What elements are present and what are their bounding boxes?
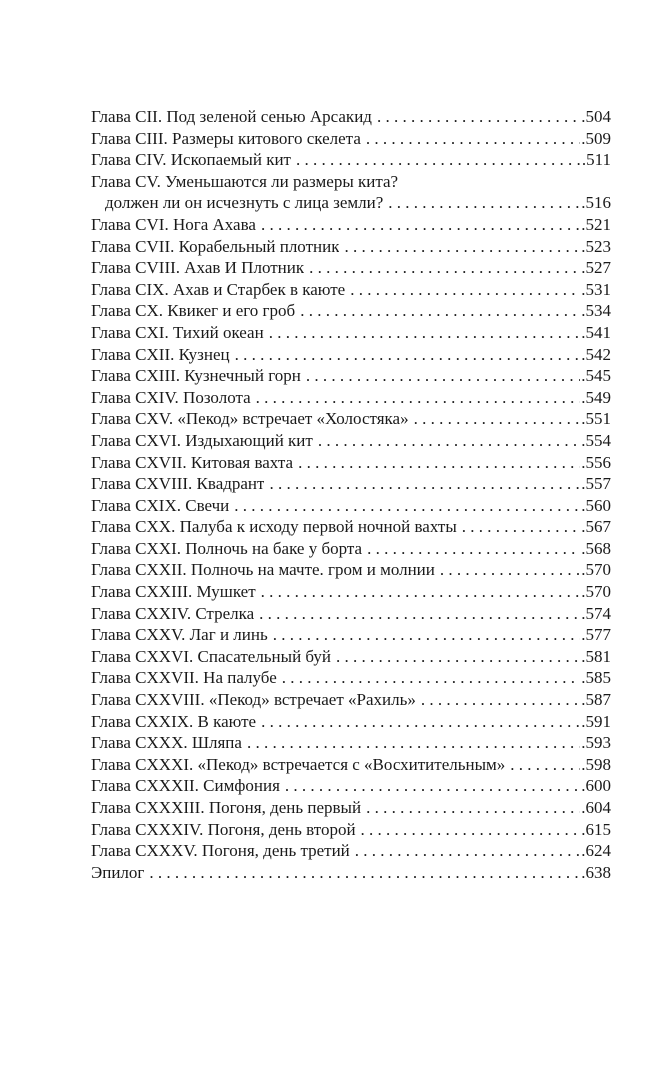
toc-entry-page-number: .574: [581, 603, 611, 623]
toc-entry: [91, 387, 611, 409]
toc-entry: [91, 559, 611, 581]
toc-dot-leader: [234, 495, 580, 517]
toc-entry: [91, 732, 611, 754]
toc-dot-leader: [367, 538, 580, 560]
toc-entry: [91, 667, 611, 689]
toc-entry: [91, 775, 611, 797]
toc-entry: [91, 279, 611, 301]
toc-entry-title: Глава CIII. Размеры китового скелета: [91, 128, 361, 148]
toc-entry: [91, 473, 611, 495]
toc-entry: [91, 430, 611, 452]
toc-dot-leader: [300, 300, 580, 322]
toc-entry-title: Глава CXXII. Полночь на мачте. гром и молнии: [91, 560, 435, 580]
toc-entry: [91, 840, 611, 862]
toc-entry-title: Глава CV. Уменьшаются ли размеры кита?: [91, 171, 399, 191]
toc-entry-page-number: .504: [581, 107, 611, 126]
toc-entry-page-number: .581: [581, 646, 611, 666]
toc-entry-title: Глава CXII. Кузнец: [91, 344, 230, 364]
toc-entry: [91, 797, 611, 819]
toc-entry-title: должен ли он исчезнуть с лица земли?: [105, 193, 384, 213]
toc-entry-page-number: .591: [581, 711, 611, 731]
toc-dot-leader: [462, 516, 580, 538]
toc-entry-page-number: .523: [581, 236, 611, 256]
toc-dot-leader: [269, 322, 581, 344]
toc-entry: [91, 300, 611, 322]
toc-entry-page-number: .560: [581, 495, 611, 515]
toc-entry-title: Глава CXXIII. Мушкет: [91, 582, 256, 602]
toc-entry-title: Эпилог: [91, 862, 145, 882]
toc-entry: [91, 257, 611, 279]
toc-entry-title: Глава CIX. Ахав и Старбек в каюте: [91, 279, 346, 299]
toc-entry: [91, 495, 611, 517]
toc-dot-leader: [414, 408, 581, 430]
toc-entry: [91, 171, 611, 193]
toc-entry-title: Глава CXXVIII. «Пекод» встречает «Рахиль»: [91, 690, 416, 710]
toc-entry: [91, 516, 611, 538]
toc-entry-page-number: .516: [581, 193, 611, 213]
toc-entry-title: Глава CXXXIII. Погоня, день первый: [91, 798, 362, 817]
toc-entry-title: Глава CXIII. Кузнечный горн: [91, 366, 301, 386]
toc-entry-page-number: .521: [581, 214, 611, 234]
toc-entry-page-number: .600: [581, 776, 611, 796]
toc-entry-page-number: .604: [581, 798, 611, 817]
toc-entry-page-number: .549: [581, 387, 611, 407]
toc-dot-leader: [296, 149, 581, 171]
toc-dot-leader: [377, 106, 580, 128]
toc-entry-page-number: .570: [581, 560, 611, 580]
toc-dot-leader: [298, 452, 580, 474]
toc-entry-title: Глава CXXVII. На палубе: [91, 668, 277, 688]
toc-entry: [91, 214, 611, 236]
toc-entry: [91, 646, 611, 668]
toc-entry-title: Глава CXVI. Издыхающий кит: [91, 430, 313, 450]
toc-dot-leader: [361, 819, 581, 841]
toc-entry: [91, 344, 611, 366]
toc-entry-page-number: .527: [581, 258, 611, 278]
toc-entry-page-number: .554: [581, 430, 611, 450]
toc-entry-title: Глава CXI. Тихий океан: [91, 322, 264, 342]
toc-entry-title: Глава CVIII. Ахав И Плотник: [91, 258, 305, 278]
toc-entry: [91, 149, 611, 171]
toc-dot-leader: [285, 775, 580, 797]
toc-dot-leader: [388, 192, 580, 214]
toc-entry: [91, 862, 611, 884]
toc-entry: [91, 408, 611, 430]
toc-entry-page-number: .624: [581, 841, 611, 861]
toc-entry-title: Глава CXXXII. Симфония: [91, 776, 280, 796]
toc-entry-title: Глава CIV. Ископаемый кит: [91, 150, 291, 170]
toc-entry-page-number: .511: [581, 150, 611, 170]
toc-entry-page-number: .557: [581, 474, 611, 494]
toc-dot-leader: [235, 344, 581, 366]
toc-entry: [91, 365, 611, 387]
table-of-contents: [91, 106, 611, 883]
toc-entry-page-number: .593: [581, 733, 611, 753]
toc-entry-page-number: .531: [581, 279, 611, 299]
toc-entry-page-number: .570: [581, 582, 611, 602]
toc-dot-leader: [336, 646, 580, 668]
toc-entry: [91, 128, 611, 150]
toc-entry-title: Глава CXXVI. Спасательный буй: [91, 646, 332, 666]
toc-entry: [91, 538, 611, 560]
toc-dot-leader: [350, 279, 580, 301]
toc-dot-leader: [261, 711, 580, 733]
toc-entry-title: Глава CXXXV. Погоня, день третий: [91, 841, 350, 861]
toc-entry-page-number: .556: [581, 452, 611, 472]
toc-entry-title: Глава CXIX. Свечи: [91, 495, 230, 515]
toc-entry-page-number: .638: [581, 862, 611, 882]
toc-dot-leader: [261, 214, 580, 236]
toc-dot-leader: [259, 603, 580, 625]
toc-entry: [91, 192, 611, 214]
toc-entry-page-number: .567: [581, 517, 611, 537]
toc-entry: [91, 322, 611, 344]
toc-dot-leader: [510, 754, 580, 776]
toc-entry-title: Глава CXXX. Шляпа: [91, 733, 242, 753]
toc-entry: [91, 754, 611, 776]
toc-dot-leader: [256, 387, 581, 409]
toc-entry-title: Глава CXIV. Позолота: [91, 387, 251, 407]
toc-dot-leader: [261, 581, 581, 603]
toc-entry-title: Глава CII. Под зеленой сенью Арсакид: [91, 107, 372, 126]
toc-dot-leader: [344, 236, 580, 258]
toc-dot-leader: [149, 862, 580, 884]
toc-entry-page-number: .509: [581, 128, 611, 148]
toc-entry-page-number: .534: [581, 301, 611, 321]
toc-entry-title: Глава CXXXI. «Пекод» встречается с «Восхитительным»: [91, 754, 506, 774]
toc-entry-page-number: .587: [581, 690, 611, 710]
toc-dot-leader: [269, 473, 580, 495]
toc-entry-title: Глава CXXIV. Стрелка: [91, 603, 255, 623]
toc-entry: [91, 106, 611, 128]
toc-dot-leader: [306, 365, 580, 387]
toc-entry-title: Глава CXXI. Полночь на баке у борта: [91, 538, 363, 558]
toc-entry-title: Глава CXXV. Лаг и линь: [91, 625, 268, 645]
toc-entry: [91, 689, 611, 711]
toc-entry-page-number: .598: [581, 754, 611, 774]
toc-dot-leader: [366, 797, 580, 819]
toc-entry: [91, 581, 611, 603]
toc-dot-leader: [421, 689, 580, 711]
toc-entry-title: Глава CXVII. Китовая вахта: [91, 452, 294, 472]
toc-entry: [91, 819, 611, 841]
toc-entry-page-number: .545: [581, 366, 611, 386]
toc-dot-leader: [366, 128, 580, 150]
toc-entry: [91, 452, 611, 474]
toc-dot-leader: [247, 732, 580, 754]
toc-entry-title: Глава CXX. Палуба к исходу первой ночной вахты: [91, 517, 457, 537]
toc-entry-title: Глава CVI. Нога Ахава: [91, 214, 256, 234]
toc-entry: [91, 603, 611, 625]
toc-entry-page-number: .568: [581, 538, 611, 558]
toc-entry-title: Глава CXXXIV. Погоня, день второй: [91, 819, 356, 839]
toc-dot-leader: [355, 840, 580, 862]
toc-entry-page-number: .542: [581, 344, 611, 364]
toc-entry-page-number: .577: [581, 625, 611, 645]
toc-entry: [91, 711, 611, 733]
toc-entry-page-number: .585: [581, 668, 611, 688]
toc-entry-title: Глава CXVIII. Квадрант: [91, 474, 265, 494]
toc-dot-leader: [440, 559, 580, 581]
toc-entry-title: Глава CX. Квикег и его гроб: [91, 301, 296, 321]
toc-dot-leader: [282, 667, 580, 689]
toc-entry-page-number: .615: [581, 819, 611, 839]
toc-entry-title: Глава CXV. «Пекод» встречает «Холостяка»: [91, 409, 409, 429]
toc-entry-page-number: .551: [581, 409, 611, 429]
toc-dot-leader: [309, 257, 580, 279]
toc-entry: [91, 236, 611, 258]
toc-entry-title: Глава CXXIX. В каюте: [91, 711, 257, 731]
toc-dot-leader: [318, 430, 580, 452]
toc-entry-title: Глава CVII. Корабельный плотник: [91, 236, 340, 256]
toc-entry: [91, 624, 611, 646]
toc-dot-leader: [273, 624, 581, 646]
toc-entry-page-number: .541: [581, 322, 611, 342]
